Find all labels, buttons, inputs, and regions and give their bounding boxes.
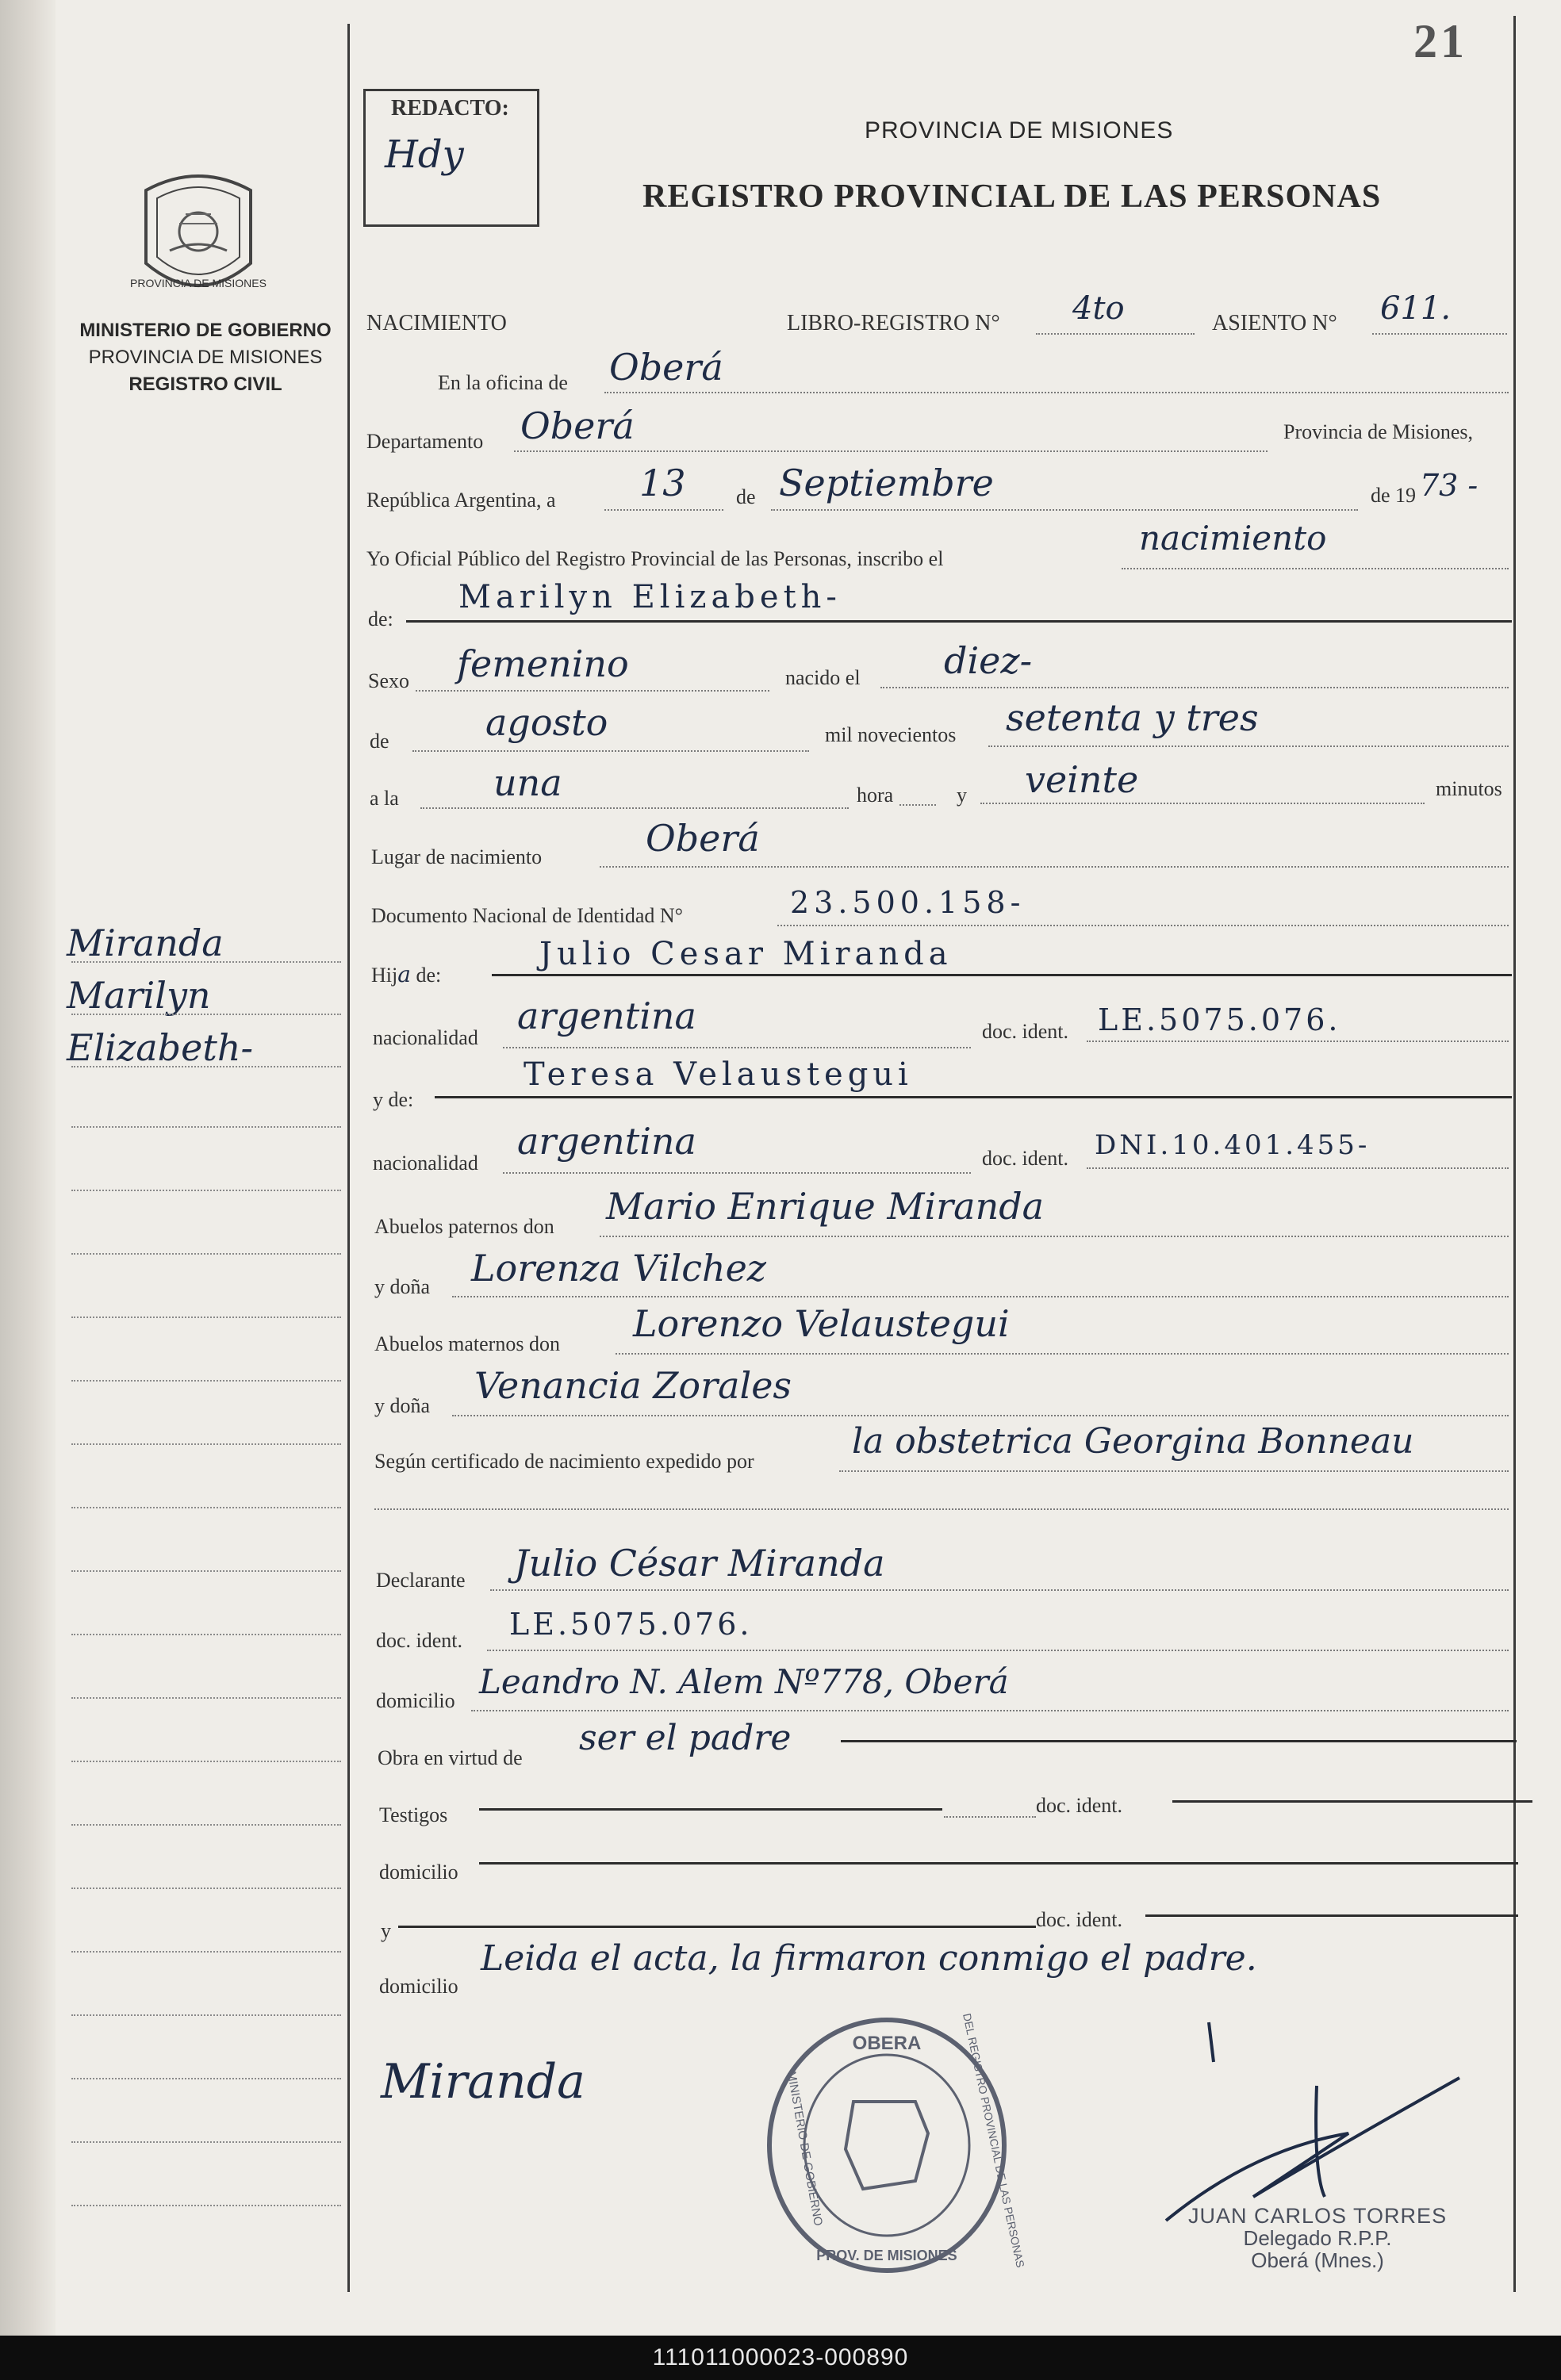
stamp-ministry-text: MINISTERIO DE GOBIERNO bbox=[784, 2070, 825, 2227]
ab-pat-line bbox=[600, 1236, 1509, 1237]
officer-title: Delegado R.P.P. bbox=[1243, 2226, 1392, 2250]
segun-label: Según certificado de nacimiento expedido por bbox=[374, 1450, 754, 1473]
mes-de-label: de bbox=[736, 485, 756, 508]
dia-line bbox=[604, 509, 723, 511]
margin-rule bbox=[71, 1951, 341, 1953]
testigos-doc-line bbox=[1172, 1800, 1532, 1803]
madre-de-label: y de: bbox=[373, 1088, 414, 1111]
margin-rule bbox=[71, 1253, 341, 1255]
ab-pat-don-value: Mario Enrique Miranda bbox=[606, 1185, 1045, 1228]
departamento-label: Departamento bbox=[366, 430, 484, 453]
ab-pat-dona-label: y doña bbox=[374, 1275, 431, 1298]
margin-rule bbox=[71, 2078, 341, 2079]
nombre-de-label: de: bbox=[368, 607, 393, 630]
lugar-value: Oberá bbox=[646, 817, 760, 860]
testigos-dots bbox=[944, 1816, 1036, 1818]
nacido-line bbox=[880, 687, 1509, 688]
oficina-line bbox=[604, 392, 1509, 393]
anio-nac-line bbox=[988, 745, 1509, 747]
margin-note-1: Miranda bbox=[67, 922, 224, 964]
nombre-line bbox=[406, 620, 1512, 623]
registry-stamp-icon bbox=[760, 2012, 1027, 2276]
right-column-rule bbox=[1513, 16, 1516, 2292]
domicilio-decl-label: domicilio bbox=[376, 1689, 455, 1712]
province-seal-icon bbox=[130, 168, 267, 301]
asiento-label: ASIENTO N° bbox=[1212, 311, 1337, 335]
officer-stamp bbox=[1188, 2205, 1447, 2271]
margin-rule bbox=[71, 1888, 341, 1889]
yo-label: Yo Oficial Público del Registro Provincial de las Personas, inscribo el bbox=[366, 547, 944, 570]
asiento-line bbox=[1372, 333, 1507, 335]
registry-heading: REGISTRO PROVINCIAL DE LAS PERSONAS bbox=[642, 178, 1382, 215]
lugar-label: Lugar de nacimiento bbox=[371, 845, 543, 868]
margin-rule bbox=[71, 2014, 341, 2016]
oficina-value: Oberá bbox=[609, 346, 723, 389]
libro-line bbox=[1036, 333, 1195, 335]
ab-mat-dona-value: Venancia Zorales bbox=[474, 1364, 792, 1407]
officer-name: JUAN CARLOS TORRES bbox=[1188, 2204, 1448, 2228]
hijo-label bbox=[371, 961, 441, 987]
margin-rule bbox=[71, 2205, 341, 2206]
sexo-label: Sexo bbox=[368, 669, 409, 692]
doc-decl-label: doc. ident. bbox=[376, 1629, 463, 1652]
dni-value: 23.500.158- bbox=[790, 885, 1026, 920]
nac-madre-label: nacionalidad bbox=[373, 1152, 478, 1175]
hora-value: una bbox=[493, 761, 562, 804]
doc-madre-line bbox=[1087, 1167, 1509, 1169]
declarante-value: Julio César Miranda bbox=[514, 1542, 885, 1585]
ministry-line-3: REGISTRO CIVIL bbox=[128, 374, 282, 395]
mes-line bbox=[771, 509, 1358, 511]
margin-rule bbox=[71, 1507, 341, 1508]
segun-value: la obstetrica Georgina Bonneau bbox=[852, 1421, 1414, 1462]
margin-note-2: Marilyn bbox=[67, 974, 211, 1017]
nac-padre-value: argentina bbox=[517, 995, 696, 1037]
redacto-label: REDACTO: bbox=[391, 96, 509, 121]
doc-decl-value: LE.5075.076. bbox=[509, 1607, 753, 1642]
redacto-box bbox=[363, 89, 539, 227]
hora-label: hora bbox=[857, 784, 894, 807]
nac-padre-label: nacionalidad bbox=[373, 1026, 478, 1049]
margin-rule bbox=[71, 1126, 341, 1128]
doc-padre-label: doc. ident. bbox=[982, 1020, 1069, 1043]
oficina-label: En la oficina de bbox=[438, 371, 568, 394]
testigos-domicilio-line bbox=[479, 1862, 1518, 1865]
ab-mat-dona-label: y doña bbox=[374, 1394, 431, 1417]
dni-line bbox=[777, 925, 1509, 926]
mes-nac-value: agosto bbox=[485, 701, 608, 744]
provincia-label: Provincia de Misiones, bbox=[1283, 420, 1474, 443]
nac-madre-value: argentina bbox=[517, 1120, 696, 1163]
closing-domicilio-label: domicilio bbox=[379, 1975, 458, 1998]
sexo-value: femenino bbox=[457, 642, 629, 685]
libro-value: 4to bbox=[1072, 290, 1125, 327]
yo-line bbox=[1122, 568, 1509, 569]
doc-madre-label: doc. ident. bbox=[982, 1147, 1069, 1170]
departamento-value: Oberá bbox=[520, 404, 635, 447]
mes-value: Septiembre bbox=[779, 462, 994, 504]
document-id-bar: 111011000023-000890 bbox=[0, 2336, 1561, 2380]
ab-mat-label: Abuelos maternos don bbox=[374, 1332, 560, 1355]
lugar-line bbox=[600, 866, 1509, 868]
anio-value: 73 - bbox=[1420, 468, 1479, 503]
margin-rule bbox=[71, 1014, 341, 1015]
stamp-province-text: PROV. DE MISIONES bbox=[816, 2248, 957, 2263]
nombre-value: Marilyn Elizabeth- bbox=[458, 579, 842, 615]
margin-rule bbox=[71, 1066, 341, 1067]
testigos-label: Testigos bbox=[379, 1803, 448, 1826]
binding-shadow bbox=[0, 0, 56, 2336]
y2-doc-line bbox=[1145, 1914, 1518, 1917]
margin-rule bbox=[71, 1190, 341, 1191]
minutos-value: veinte bbox=[1025, 758, 1139, 801]
ministry-block bbox=[67, 317, 344, 398]
padre-line bbox=[492, 974, 1512, 976]
officer-place: Oberá (Mnes.) bbox=[1251, 2248, 1384, 2272]
margin-rule bbox=[71, 1570, 341, 1572]
hora-sep-line bbox=[899, 804, 936, 806]
madre-line bbox=[435, 1096, 1512, 1098]
declarant-signature: Miranda bbox=[381, 2054, 585, 2110]
margin-rule bbox=[71, 1380, 341, 1382]
anio-label: de 19 bbox=[1371, 484, 1417, 507]
hijo-de-label: de: bbox=[416, 964, 442, 987]
mes-nac-line bbox=[412, 750, 809, 752]
testigos-line bbox=[479, 1808, 942, 1811]
mes-nac-de-label: de bbox=[370, 730, 389, 753]
margin-rule bbox=[71, 1761, 341, 1762]
doc-padre-value: LE.5075.076. bbox=[1098, 1002, 1341, 1037]
hijo-suffix: a bbox=[397, 961, 411, 987]
libro-label: LIBRO-REGISTRO N° bbox=[787, 311, 1000, 335]
mil-label: mil novecientos bbox=[825, 723, 957, 746]
minutos-line bbox=[980, 803, 1425, 804]
domicilio-decl-line bbox=[471, 1710, 1509, 1711]
nacido-value: diez- bbox=[944, 639, 1033, 682]
officer-signature-icon bbox=[1158, 2014, 1475, 2236]
doc-decl-line bbox=[487, 1650, 1509, 1651]
province-heading: PROVINCIA DE MISIONES bbox=[865, 117, 1174, 144]
margin-rule bbox=[71, 1634, 341, 1635]
seal-label: PROVINCIA DE MISIONES bbox=[130, 277, 267, 289]
ab-pat-label: Abuelos paternos don bbox=[374, 1215, 554, 1238]
declarante-label: Declarante bbox=[376, 1569, 466, 1592]
testigos-doc-label: doc. ident. bbox=[1036, 1794, 1123, 1817]
ab-mat-dona-line bbox=[452, 1415, 1509, 1416]
margin-rule bbox=[71, 1316, 341, 1318]
y2-doc-label: doc. ident. bbox=[1036, 1908, 1123, 1931]
dia-value: 13 bbox=[639, 462, 686, 504]
ala-label: a la bbox=[370, 787, 399, 810]
y2-line bbox=[398, 1926, 1036, 1928]
obra-label: Obra en virtud de bbox=[378, 1746, 523, 1769]
dni-label: Documento Nacional de Identidad N° bbox=[371, 904, 684, 927]
asiento-value: 611. bbox=[1380, 290, 1452, 327]
stamp-registry-text: DEL REGISTRO PROVINCIAL DE LAS PERSONAS bbox=[961, 2012, 1027, 2269]
hijo-prefix: Hij bbox=[371, 964, 398, 987]
segun-line bbox=[839, 1470, 1509, 1472]
doc-madre-value: DNI.10.401.455- bbox=[1095, 1129, 1371, 1161]
minutos-label: minutos bbox=[1436, 777, 1502, 800]
margin-rule bbox=[71, 2141, 341, 2143]
ab-mat-don-value: Lorenzo Velaustegui bbox=[633, 1302, 1010, 1345]
testigos-domicilio-label: domicilio bbox=[379, 1861, 458, 1884]
closing-value: Leida el acta, la firmaron conmigo el padre. bbox=[481, 1938, 1257, 1979]
margin-note-3: Elizabeth- bbox=[67, 1026, 253, 1069]
redacto-initials: Hdy bbox=[385, 132, 464, 177]
segun-line-2 bbox=[374, 1508, 1509, 1510]
ab-pat-dona-value: Lorenza Vilchez bbox=[471, 1247, 767, 1290]
page-number: 21 bbox=[1413, 15, 1467, 67]
margin-rule bbox=[71, 961, 341, 963]
obra-line bbox=[841, 1740, 1517, 1742]
ministry-line-2: PROVINCIA DE MISIONES bbox=[88, 347, 323, 368]
ab-mat-line bbox=[616, 1353, 1509, 1355]
ab-pat-dona-line bbox=[452, 1296, 1509, 1297]
left-column-rule bbox=[347, 24, 350, 2292]
y2-label: y bbox=[381, 1919, 391, 1942]
doc-padre-line bbox=[1087, 1041, 1509, 1042]
margin-rule bbox=[71, 1824, 341, 1826]
nac-madre-line bbox=[503, 1172, 971, 1174]
yo-value: nacimiento bbox=[1139, 519, 1327, 558]
sexo-line bbox=[416, 690, 769, 692]
madre-value: Teresa Velaustegui bbox=[524, 1056, 913, 1093]
nac-padre-line bbox=[503, 1047, 971, 1048]
y-label: y bbox=[957, 784, 967, 807]
padre-value: Julio Cesar Miranda bbox=[539, 936, 953, 972]
nacido-label: nacido el bbox=[785, 666, 861, 689]
anio-nac-value: setenta y tres bbox=[1006, 696, 1259, 739]
nacimiento-label: NACIMIENTO bbox=[366, 311, 507, 335]
departamento-line bbox=[514, 450, 1268, 452]
margin-rule bbox=[71, 1443, 341, 1445]
hora-line bbox=[420, 807, 849, 809]
republica-label: República Argentina, a bbox=[366, 489, 556, 512]
ministry-line-1: MINISTERIO DE GOBIERNO bbox=[79, 320, 332, 341]
obra-value: ser el padre bbox=[579, 1718, 792, 1758]
margin-rule bbox=[71, 1697, 341, 1699]
domicilio-decl-value: Leandro N. Alem Nº778, Oberá bbox=[479, 1662, 1009, 1701]
stamp-city: OBERA bbox=[852, 2033, 922, 2054]
declarante-line bbox=[490, 1589, 1509, 1591]
